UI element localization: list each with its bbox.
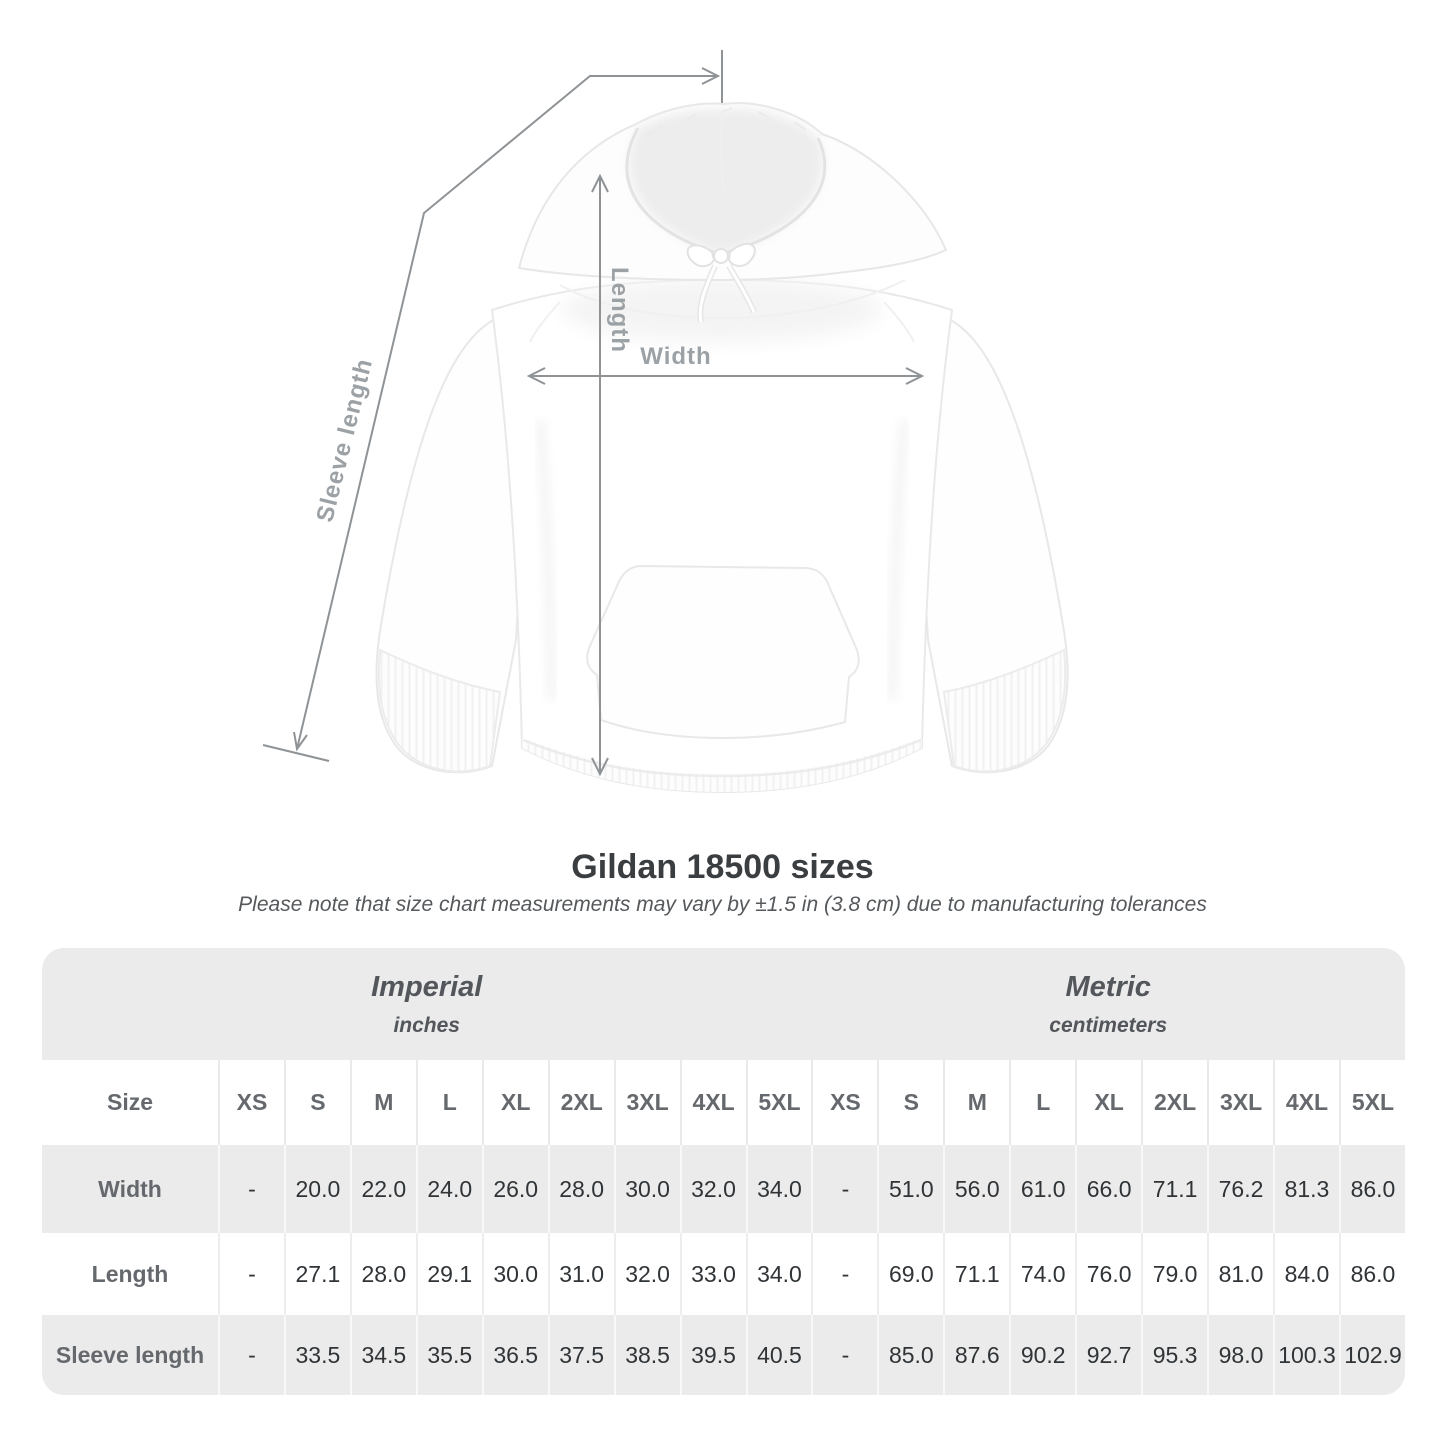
measurement-cell: 95.3 <box>1141 1315 1207 1395</box>
measurement-row-label: Sleeve length <box>42 1315 218 1395</box>
size-column-header: S <box>877 1060 943 1145</box>
measurement-cell: - <box>218 1145 284 1233</box>
metric-group-unit: centimeters <box>1049 1013 1168 1037</box>
measurement-cell: 24.0 <box>416 1145 482 1233</box>
measurement-cell: 92.7 <box>1075 1315 1141 1395</box>
measurement-cell: 34.5 <box>350 1315 416 1395</box>
measurement-cell: 32.0 <box>680 1145 746 1233</box>
measurement-cell: - <box>811 1145 877 1233</box>
measurement-row <box>42 1145 1405 1233</box>
imperial-group-unit: inches <box>393 1013 460 1037</box>
width-label: Width <box>640 343 712 370</box>
size-column-header: L <box>416 1060 482 1145</box>
measurement-cell: 51.0 <box>877 1145 943 1233</box>
measurement-cell: 38.5 <box>614 1315 680 1395</box>
measurement-cell: 34.0 <box>746 1145 812 1233</box>
measurement-cell: 71.1 <box>943 1233 1009 1315</box>
measurement-row-label: Length <box>42 1233 218 1315</box>
measurement-cell: 36.5 <box>482 1315 548 1395</box>
measurement-cell: 74.0 <box>1009 1233 1075 1315</box>
measurement-cell: 40.5 <box>746 1315 812 1395</box>
measurement-cell: 30.0 <box>614 1145 680 1233</box>
measurement-cell: 102.9 <box>1339 1315 1405 1395</box>
measurement-cell: 90.2 <box>1009 1315 1075 1395</box>
measurement-cell: 87.6 <box>943 1315 1009 1395</box>
size-column-header: 4XL <box>1273 1060 1339 1145</box>
measurement-cell: 28.0 <box>548 1145 614 1233</box>
size-column-header: 5XL <box>1339 1060 1405 1145</box>
measurement-cell: 29.1 <box>416 1233 482 1315</box>
size-column-header: 3XL <box>1207 1060 1273 1145</box>
measurement-cell: 81.0 <box>1207 1233 1273 1315</box>
measurement-cell: 39.5 <box>680 1315 746 1395</box>
length-label: Length <box>606 267 633 353</box>
measurement-cell: 32.0 <box>614 1233 680 1315</box>
measurement-cell: 37.5 <box>548 1315 614 1395</box>
measurement-cell: 30.0 <box>482 1233 548 1315</box>
imperial-group-title: Imperial <box>371 970 483 1003</box>
measurement-cell: 20.0 <box>284 1145 350 1233</box>
measurement-cell: 81.3 <box>1273 1145 1339 1233</box>
measurement-cell: 71.1 <box>1141 1145 1207 1233</box>
measurement-cell: 33.5 <box>284 1315 350 1395</box>
measurement-cell: 86.0 <box>1339 1145 1405 1233</box>
measurement-row <box>42 1315 1405 1395</box>
measurement-cell: - <box>811 1315 877 1395</box>
metric-group-header <box>811 948 1405 1060</box>
size-table <box>42 948 1405 1395</box>
measurement-row <box>42 1233 1405 1315</box>
measurement-cell: 98.0 <box>1207 1315 1273 1395</box>
measurement-cell: 66.0 <box>1075 1145 1141 1233</box>
measurement-cell: 79.0 <box>1141 1233 1207 1315</box>
size-column-header: 3XL <box>614 1060 680 1145</box>
size-column-header: XS <box>218 1060 284 1145</box>
size-column-header: XL <box>482 1060 548 1145</box>
measurement-cell: - <box>811 1233 877 1315</box>
size-column-header: 5XL <box>746 1060 812 1145</box>
metric-group-title: Metric <box>1065 970 1151 1003</box>
unit-group-row <box>42 948 1405 1060</box>
size-column-header: L <box>1009 1060 1075 1145</box>
size-table-body <box>42 1145 1405 1395</box>
page-title: Gildan 18500 sizes <box>571 848 874 886</box>
measurement-cell: 56.0 <box>943 1145 1009 1233</box>
size-column-header: 4XL <box>680 1060 746 1145</box>
measurement-cell: 61.0 <box>1009 1145 1075 1233</box>
size-column-header: 2XL <box>1141 1060 1207 1145</box>
measurement-cell: 100.3 <box>1273 1315 1339 1395</box>
hoodie-pocket <box>587 566 858 738</box>
measurement-cell: 76.0 <box>1075 1233 1141 1315</box>
measurement-cell: 28.0 <box>350 1233 416 1315</box>
size-header-row <box>42 1060 1405 1145</box>
size-column-header: M <box>350 1060 416 1145</box>
measurement-cell: 33.0 <box>680 1233 746 1315</box>
tolerance-note: Please note that size chart measurements may vary by ±1.5 in (3.8 cm) due to manufacturing tolerances <box>238 893 1207 916</box>
measurement-cell: 85.0 <box>877 1315 943 1395</box>
measurement-cell: 22.0 <box>350 1145 416 1233</box>
sleeve-length-label: Sleeve length <box>311 355 379 525</box>
measurement-cell: 84.0 <box>1273 1233 1339 1315</box>
measurement-cell: 26.0 <box>482 1145 548 1233</box>
measurement-cell: 76.2 <box>1207 1145 1273 1233</box>
size-column-header: XL <box>1075 1060 1141 1145</box>
size-header-label: Size <box>42 1060 218 1145</box>
measurement-cell: - <box>218 1233 284 1315</box>
measurement-cell: 86.0 <box>1339 1233 1405 1315</box>
measurement-cell: 69.0 <box>877 1233 943 1315</box>
size-column-header: 2XL <box>548 1060 614 1145</box>
size-column-header: XS <box>811 1060 877 1145</box>
measurement-cell: 34.0 <box>746 1233 812 1315</box>
size-column-header: S <box>284 1060 350 1145</box>
measurement-cell: 35.5 <box>416 1315 482 1395</box>
measurement-row-label: Width <box>42 1145 218 1233</box>
measurement-cell: 31.0 <box>548 1233 614 1315</box>
measurement-cell: 27.1 <box>284 1233 350 1315</box>
measurement-cell: - <box>218 1315 284 1395</box>
imperial-group-header <box>42 948 811 1060</box>
size-column-header: M <box>943 1060 1009 1145</box>
